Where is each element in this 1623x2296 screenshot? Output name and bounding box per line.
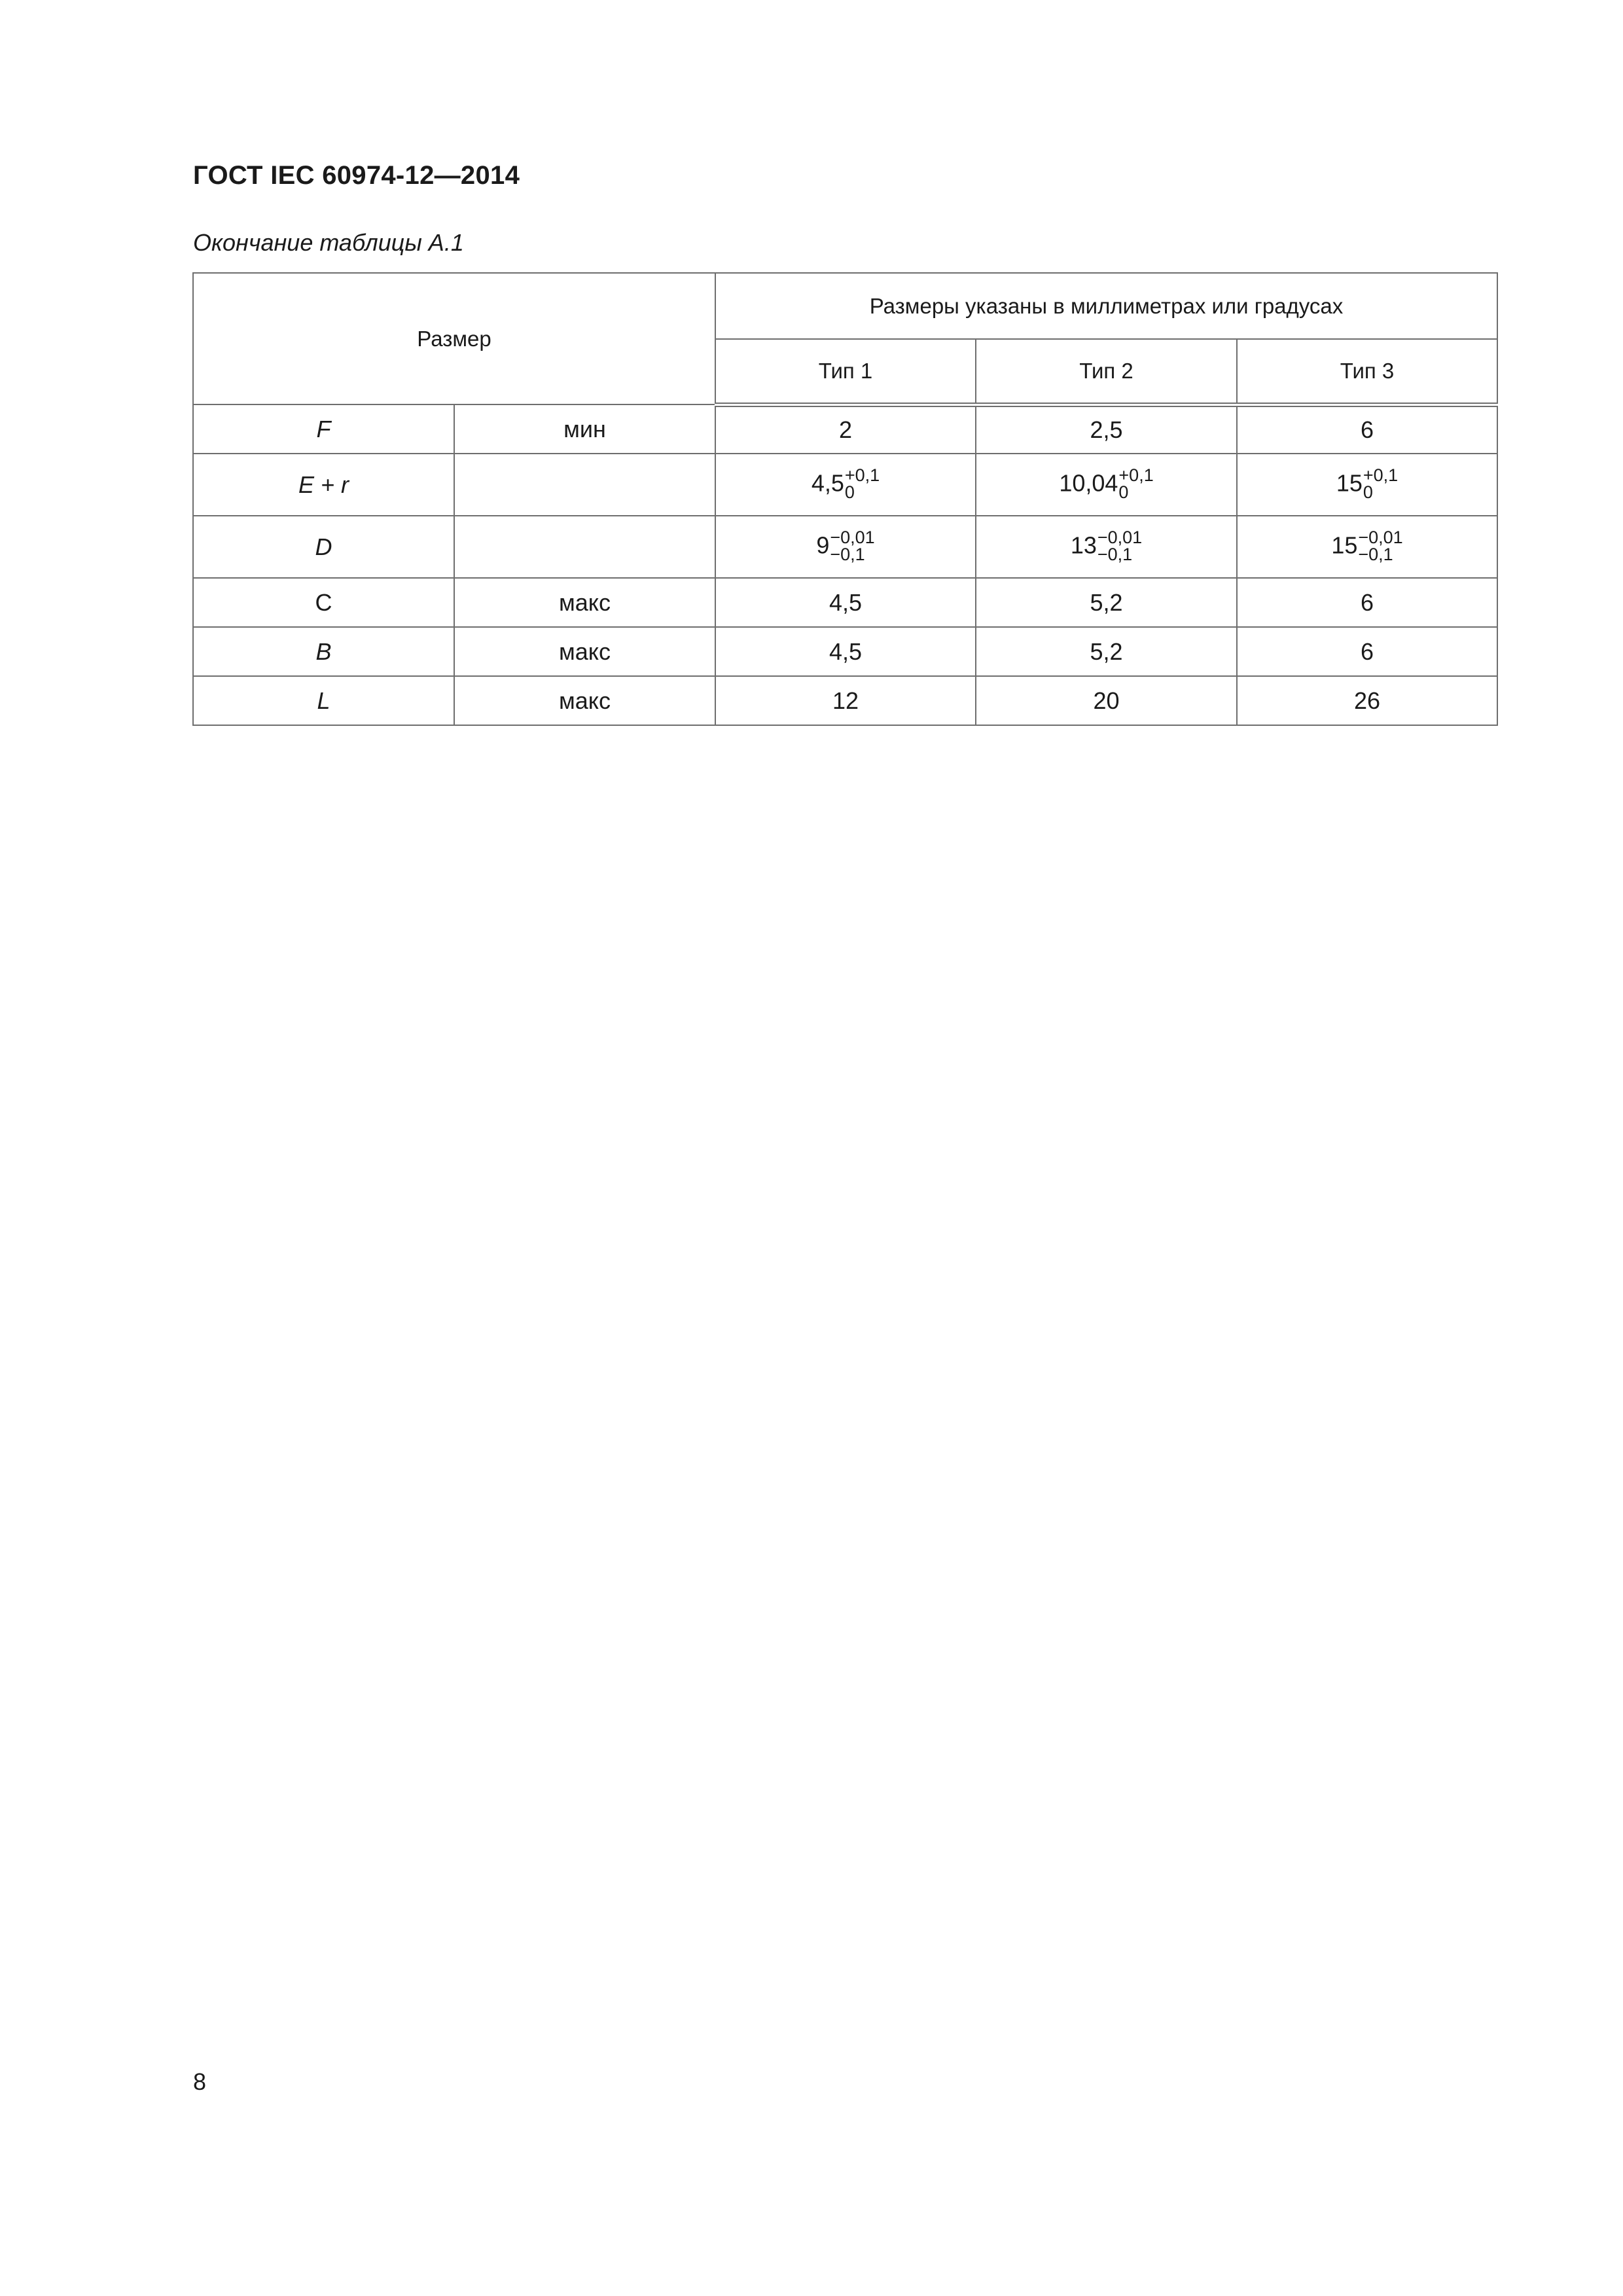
table-caption: Окончание таблицы А.1 — [193, 229, 464, 256]
value-cell — [715, 676, 976, 725]
tolerance — [845, 467, 880, 501]
table-row — [193, 516, 1497, 578]
nominal-value: 13 — [1070, 531, 1097, 559]
tolerance — [1097, 529, 1142, 563]
value-cell — [715, 516, 976, 578]
value-cell — [976, 454, 1237, 516]
value-cell — [976, 404, 1237, 454]
value-cell — [715, 404, 976, 454]
value-cell — [976, 516, 1237, 578]
lower-tolerance: −0,1 — [1097, 544, 1133, 564]
upper-tolerance: +0,1 — [1118, 465, 1154, 485]
nominal-value: 2 — [839, 416, 853, 443]
lower-tolerance: 0 — [1118, 482, 1129, 502]
table-body — [193, 404, 1497, 725]
upper-tolerance: −0,01 — [1358, 527, 1403, 547]
row-parameter: F — [193, 404, 454, 454]
value-cell — [1237, 516, 1497, 578]
upper-tolerance: −0,01 — [1097, 527, 1143, 547]
page-number: 8 — [193, 2068, 207, 2095]
nominal-value: 5,2 — [1090, 588, 1123, 616]
value-cell — [976, 676, 1237, 725]
nominal-value: 15 — [1331, 531, 1358, 559]
document-header: ГОСТ IEC 60974-12—2014 — [193, 161, 520, 190]
row-limit: макс — [454, 627, 715, 676]
row-parameter: E + r — [193, 454, 454, 516]
nominal-value: 6 — [1361, 637, 1374, 665]
value-cell — [1237, 404, 1497, 454]
upper-tolerance: −0,01 — [830, 527, 875, 547]
header-type-2: Тип 2 — [976, 339, 1237, 404]
tolerance — [1118, 467, 1153, 501]
value-cell — [976, 627, 1237, 676]
upper-tolerance: +0,1 — [1363, 465, 1399, 485]
lower-tolerance: 0 — [844, 482, 855, 502]
lower-tolerance: −0,1 — [830, 544, 865, 564]
table-row — [193, 454, 1497, 516]
tolerance — [830, 529, 874, 563]
nominal-value: 6 — [1361, 588, 1374, 616]
value-cell — [715, 454, 976, 516]
value-cell — [1237, 627, 1497, 676]
dimensions-table — [192, 272, 1498, 726]
value-cell — [715, 578, 976, 627]
header-size: Размер — [193, 273, 715, 404]
nominal-value: 26 — [1353, 687, 1381, 714]
row-limit: макс — [454, 676, 715, 725]
row-limit — [454, 454, 715, 516]
tolerance — [1363, 467, 1398, 501]
table-header — [193, 273, 1497, 404]
table-row — [193, 404, 1497, 454]
row-limit: мин — [454, 404, 715, 454]
upper-tolerance: +0,1 — [844, 465, 880, 485]
tolerance — [1358, 529, 1402, 563]
value-cell — [715, 627, 976, 676]
nominal-value: 4,5 — [811, 469, 844, 497]
header-type-1: Тип 1 — [715, 339, 976, 404]
header-units-note: Размеры указаны в миллиметрах или градусах — [715, 273, 1497, 339]
table-row — [193, 676, 1497, 725]
row-parameter: D — [193, 516, 454, 578]
nominal-value: 12 — [832, 687, 859, 714]
row-parameter: C — [193, 578, 454, 627]
value-cell — [976, 578, 1237, 627]
header-type-3: Тип 3 — [1237, 339, 1497, 404]
value-cell — [1237, 454, 1497, 516]
lower-tolerance: 0 — [1363, 482, 1373, 502]
nominal-value: 4,5 — [829, 588, 863, 616]
nominal-value: 20 — [1093, 687, 1120, 714]
lower-tolerance: −0,1 — [1358, 544, 1393, 564]
nominal-value: 5,2 — [1090, 637, 1123, 665]
row-limit: макс — [454, 578, 715, 627]
nominal-value: 10,04 — [1059, 469, 1118, 497]
nominal-value: 15 — [1336, 469, 1363, 497]
nominal-value: 4,5 — [829, 637, 863, 665]
row-parameter: L — [193, 676, 454, 725]
nominal-value: 2,5 — [1090, 416, 1123, 443]
row-parameter: B — [193, 627, 454, 676]
row-limit — [454, 516, 715, 578]
nominal-value: 6 — [1361, 416, 1374, 443]
table-row — [193, 578, 1497, 627]
value-cell — [1237, 578, 1497, 627]
value-cell — [1237, 676, 1497, 725]
nominal-value: 9 — [816, 531, 830, 559]
table-row — [193, 627, 1497, 676]
